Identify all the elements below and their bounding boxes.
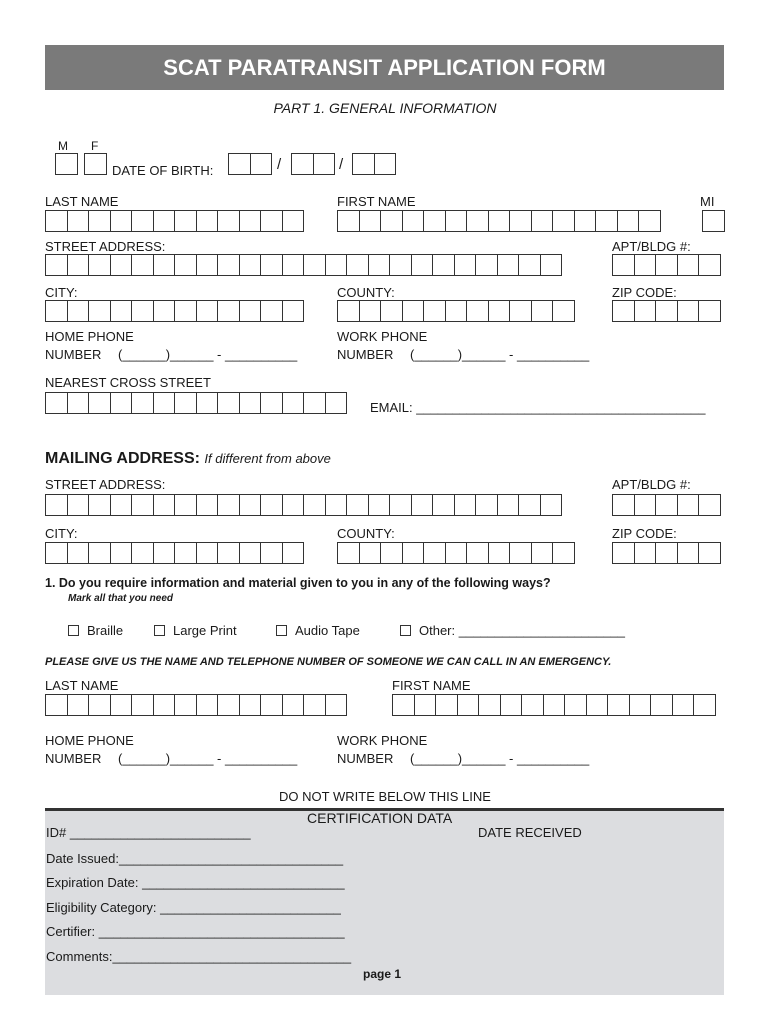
emergency-heading: PLEASE GIVE US THE NAME AND TELEPHONE NUMBER OF SOMEONE WE CAN CALL IN AN EMERGENCY.	[45, 656, 612, 668]
other-label: Other: _______________________	[419, 623, 626, 638]
last-name-boxes[interactable]	[45, 210, 303, 232]
mi-box[interactable]	[702, 210, 724, 232]
city-boxes[interactable]	[45, 300, 303, 322]
mailing-city-label: CITY:	[45, 526, 78, 541]
option-large-print[interactable]	[154, 623, 237, 638]
dob-month-boxes[interactable]	[228, 153, 271, 175]
dob-year-boxes[interactable]	[352, 153, 395, 175]
page-number: page 1	[363, 967, 402, 981]
form-title: SCAT PARATRANSIT APPLICATION FORM	[45, 45, 724, 90]
mailing-apt-boxes[interactable]	[612, 494, 720, 516]
emergency-work-phone-field[interactable]: (______)______ - __________	[410, 751, 590, 766]
question-1: 1. Do you require information and material given to you in any of the following ways?	[45, 576, 551, 590]
certifier-field: Certifier: __________________________________	[46, 924, 345, 939]
mailing-street-label: STREET ADDRESS:	[45, 477, 166, 492]
gender-f-box[interactable]	[84, 153, 106, 175]
option-braille[interactable]	[68, 623, 123, 638]
emergency-work-phone-label: WORK PHONE	[337, 733, 428, 748]
option-other[interactable]	[400, 623, 625, 638]
dob-day-boxes[interactable]	[291, 153, 334, 175]
emergency-last-name-boxes[interactable]	[45, 694, 346, 716]
emergency-home-phone-field[interactable]: (______)______ - __________	[118, 751, 298, 766]
braille-label: Braille	[87, 623, 124, 638]
city-label: CITY:	[45, 285, 78, 300]
expiration-date-field: Expiration Date: ____________________________	[46, 875, 345, 890]
work-phone-label: WORK PHONE	[337, 329, 428, 344]
zip-label: ZIP CODE:	[612, 285, 677, 300]
emergency-last-name-label: LAST NAME	[45, 678, 119, 693]
mailing-county-label: COUNTY:	[337, 526, 395, 541]
question-1-hint: Mark all that you need	[68, 593, 174, 604]
email-field[interactable]: EMAIL: ________________________________________	[370, 400, 706, 415]
emergency-first-name-boxes[interactable]	[392, 694, 715, 716]
county-label: COUNTY:	[337, 285, 395, 300]
work-phone-field[interactable]: (______)______ - __________	[410, 347, 590, 362]
apt-label: APT/BLDG #:	[612, 239, 691, 254]
mailing-note: If different from above	[204, 451, 331, 466]
cross-street-label: NEAREST CROSS STREET	[45, 375, 211, 390]
mailing-county-boxes[interactable]	[337, 542, 574, 564]
street-label: STREET ADDRESS:	[45, 239, 166, 254]
part-heading: PART 1. GENERAL INFORMATION	[273, 100, 497, 116]
mailing-heading	[45, 450, 331, 468]
mailing-street-boxes[interactable]	[45, 494, 561, 516]
zip-boxes[interactable]	[612, 300, 720, 322]
emergency-home-phone-label: HOME PHONE	[45, 733, 134, 748]
last-name-label: LAST NAME	[45, 194, 119, 209]
dob-label: DATE OF BIRTH:	[112, 163, 214, 178]
gender-m-box[interactable]	[55, 153, 77, 175]
first-name-boxes[interactable]	[337, 210, 660, 232]
date-received-label: DATE RECEIVED	[478, 825, 582, 840]
emergency-work-number-label: NUMBER	[337, 751, 394, 766]
large-print-label: Large Print	[173, 623, 237, 638]
mailing-heading-text: MAILING ADDRESS:	[45, 450, 200, 467]
dob-slash-2: /	[339, 156, 344, 173]
option-audio-tape[interactable]	[276, 623, 360, 638]
home-phone-field[interactable]: (______)______ - __________	[118, 347, 298, 362]
gender-m-label: M	[58, 139, 68, 153]
mi-label: MI	[700, 194, 715, 209]
gender-f-label: F	[91, 139, 99, 153]
county-boxes[interactable]	[337, 300, 574, 322]
audio-tape-label: Audio Tape	[295, 623, 360, 638]
certification-title: CERTIFICATION DATA	[307, 810, 453, 826]
mailing-city-boxes[interactable]	[45, 542, 303, 564]
id-field: ID# _________________________	[46, 825, 251, 840]
mailing-zip-label: ZIP CODE:	[612, 526, 677, 541]
comments-field: Comments:_________________________________	[46, 949, 352, 964]
mailing-zip-boxes[interactable]	[612, 542, 720, 564]
braille-checkbox[interactable]	[68, 625, 79, 636]
home-phone-label: HOME PHONE	[45, 329, 134, 344]
home-number-label: NUMBER	[45, 347, 102, 362]
date-issued-field: Date Issued:_______________________________	[46, 851, 344, 866]
other-checkbox[interactable]	[400, 625, 411, 636]
eligibility-category-field: Eligibility Category: _________________________	[46, 900, 341, 915]
audio-tape-checkbox[interactable]	[276, 625, 287, 636]
emergency-first-name-label: FIRST NAME	[392, 678, 471, 693]
cross-street-boxes[interactable]	[45, 392, 346, 414]
do-not-write-notice: DO NOT WRITE BELOW THIS LINE	[279, 789, 491, 804]
apt-boxes[interactable]	[612, 254, 720, 276]
mailing-apt-label: APT/BLDG #:	[612, 477, 691, 492]
dob-slash-1: /	[277, 156, 282, 173]
street-boxes[interactable]	[45, 254, 561, 276]
large-print-checkbox[interactable]	[154, 625, 165, 636]
emergency-home-number-label: NUMBER	[45, 751, 102, 766]
work-number-label: NUMBER	[337, 347, 394, 362]
first-name-label: FIRST NAME	[337, 194, 416, 209]
